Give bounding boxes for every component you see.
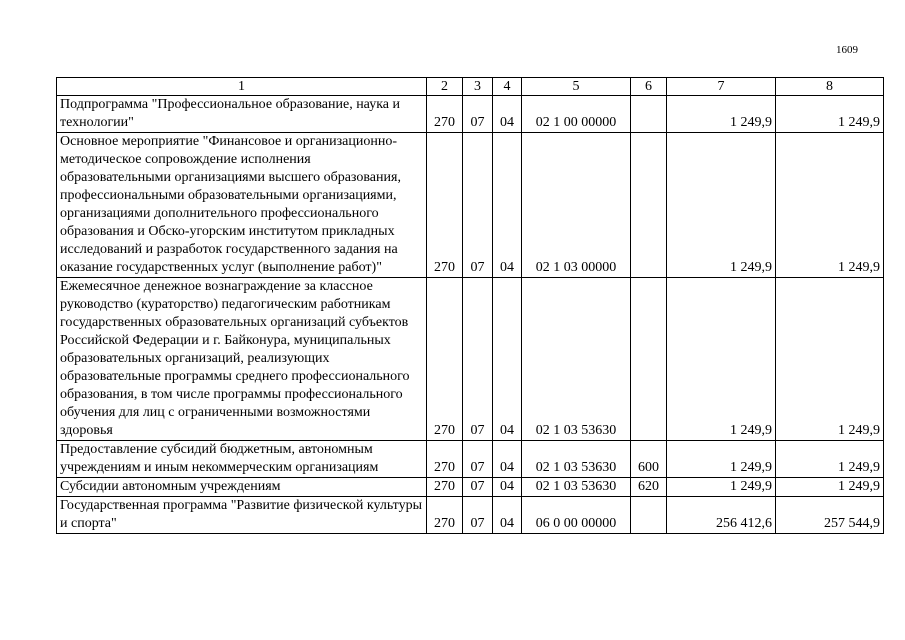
table-row: [57, 497, 884, 534]
header-cell-7: 7: [667, 78, 776, 96]
row-col4: 04: [493, 133, 522, 278]
row-col2: 270: [427, 478, 463, 497]
row-col6: [631, 96, 667, 133]
row-col5: 02 1 03 53630: [522, 278, 631, 441]
row-col6: [631, 497, 667, 534]
table-row: [57, 478, 884, 497]
row-col3: 07: [463, 478, 493, 497]
row-col6: [631, 133, 667, 278]
table-row: [57, 441, 884, 478]
row-col7: 256 412,6: [667, 497, 776, 534]
row-col2: 270: [427, 96, 463, 133]
row-col8: 1 249,9: [776, 96, 884, 133]
header-cell-1: 1: [57, 78, 427, 96]
row-col4: 04: [493, 278, 522, 441]
page-number: 1609: [836, 44, 858, 56]
table-header-row: [57, 78, 884, 96]
row-col7: 1 249,9: [667, 441, 776, 478]
row-name: Государственная программа "Развитие физической культуры и спорта": [57, 497, 427, 534]
row-col7: 1 249,9: [667, 278, 776, 441]
row-col6: [631, 278, 667, 441]
row-col6: 600: [631, 441, 667, 478]
row-col5: 02 1 03 53630: [522, 478, 631, 497]
row-col7: 1 249,9: [667, 96, 776, 133]
row-col4: 04: [493, 441, 522, 478]
table-row: [57, 96, 884, 133]
row-col4: 04: [493, 96, 522, 133]
row-col3: 07: [463, 96, 493, 133]
row-col4: 04: [493, 497, 522, 534]
row-col4: 04: [493, 478, 522, 497]
row-col2: 270: [427, 278, 463, 441]
row-col8: 1 249,9: [776, 133, 884, 278]
row-col8: 257 544,9: [776, 497, 884, 534]
table-row: [57, 278, 884, 441]
header-cell-8: 8: [776, 78, 884, 96]
row-col7: 1 249,9: [667, 133, 776, 278]
row-col6: 620: [631, 478, 667, 497]
header-cell-6: 6: [631, 78, 667, 96]
row-col7: 1 249,9: [667, 478, 776, 497]
row-col3: 07: [463, 441, 493, 478]
table-row: [57, 133, 884, 278]
row-col5: 02 1 03 00000: [522, 133, 631, 278]
header-cell-4: 4: [493, 78, 522, 96]
row-col8: 1 249,9: [776, 278, 884, 441]
row-name: Подпрограмма "Профессиональное образование, наука и технологии": [57, 96, 427, 133]
header-cell-2: 2: [427, 78, 463, 96]
header-cell-5: 5: [522, 78, 631, 96]
row-name: Субсидии автономным учреждениям: [57, 478, 427, 497]
header-cell-3: 3: [463, 78, 493, 96]
row-col5: 02 1 00 00000: [522, 96, 631, 133]
row-col2: 270: [427, 497, 463, 534]
row-col3: 07: [463, 497, 493, 534]
row-col5: 06 0 00 00000: [522, 497, 631, 534]
row-name: Предоставление субсидий бюджетным, автономным учреждениям и иным некоммерческим организациям: [57, 441, 427, 478]
row-col2: 270: [427, 441, 463, 478]
row-name: Основное мероприятие "Финансовое и организационно-методическое сопровождение исполнения образовательными организациями высшего образования, профессиональными образовательными организациями, организациями дополнительного профессионального образования и Обско-угорским институтом прикладных исследований и разработок государственного задания на оказание государственных услуг (выполнение работ)": [57, 133, 427, 278]
budget-table: [56, 77, 884, 534]
row-col2: 270: [427, 133, 463, 278]
row-col3: 07: [463, 278, 493, 441]
row-col5: 02 1 03 53630: [522, 441, 631, 478]
row-name: Ежемесячное денежное вознаграждение за классное руководство (кураторство) педагогическим работникам государственных образовательных организаций субъектов Российской Федерации и г. Байконура, муниципальных образовательных организаций, реализующих образовательные программы среднего профессионального образования, в том числе программы профессионального обучения для лиц с ограниченными возможностями здоровья: [57, 278, 427, 441]
row-col3: 07: [463, 133, 493, 278]
row-col8: 1 249,9: [776, 441, 884, 478]
row-col8: 1 249,9: [776, 478, 884, 497]
